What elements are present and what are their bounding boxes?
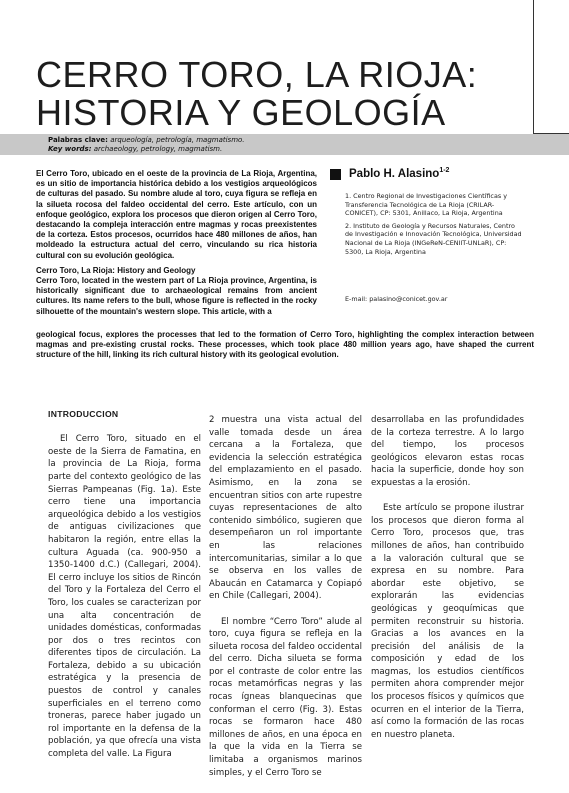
- body-column-2: [209, 414, 362, 792]
- crop-mark-vertical: [533, 0, 534, 134]
- keywords-es-label: Palabras clave:: [48, 136, 108, 144]
- body-column-3: [371, 414, 524, 754]
- keywords-en-label: Key words:: [48, 144, 92, 153]
- keywords-en: [48, 145, 245, 154]
- keywords: [48, 136, 245, 153]
- body-paragraph: 2 muestra una vista actual del valle tomada desde un área cercana a la Fortaleza, que evidencia la selección estratégica del emplazamiento en el pasado. Asimismo, en la zona se encuentran sitios con arte rupestre cuyas representaciones de alto contenido simbólico, sugieren que desempeñaron un rol importante en las relaciones intercomunitarias, similar a lo que se observa en los valles de Abaucán en Catamarca y Copiapó en Chile (Callegari, 2004).: [209, 415, 362, 602]
- author-marker: [330, 169, 341, 180]
- title-line-2: HISTORIA Y GEOLOGÍA: [36, 92, 446, 133]
- abstract-en-part2: geological focus, explores the processes that led to the formation of Cerro Toro, highlighting the complex interaction between magmas and pre-existing crustal rocks. These processes, which took place 480 million years ago, have shaped the current structure of the hill, linking its rich cultural history with its geological evolution.: [36, 330, 534, 360]
- body-paragraph: Este artículo se propone ilustrar los procesos que dieron forma al Cerro Toro, procesos que, tras millones de años, han contribuido a la valoración cultural que se expresa en su nombre. Para abordar este objetivo, se explorarán las evidencias geológicas y geoquímicas que permiten reconstruir su historia. Gracias a los avances en la precisión del análisis de la composición y edad de los magmas, los estudios científicos permiten ahora comprender mejor los procesos físicos y químicos que ocurren en el interior de la Tierra, así como la formación de las rocas en nuestro planeta.: [371, 503, 524, 740]
- abstract-en-heading: Cerro Toro, La Rioja: History and Geology: [36, 265, 196, 275]
- keywords-es: [48, 136, 245, 145]
- body-paragraph: El Cerro Toro, situado en el oeste de la Sierra de Famatina, en la provincia de La Rioja, forma parte del contexto geológico de las Sierras Pampeanas (Fig. 1a). Este cerro tiene una importancia arqueológica debido a los vestigios de antiguas civilizaciones que habitaron la región, entre ellas la cultura Aguada (ca. 900-950 a 1350-1400 d.C.) (Callegari, 2004). El cerro incluye los sitios de Rincón del Toro y la Fortaleza del Cerro el Toro, los cuales se caracterizan por una alta concentración de unidades domésticas, conformadas por dos o tres recintos con diferentes tipos de circulación. La Fortaleza, debido a su ubicación estratégica y la presencia de puestos de control y canales superficiales en el terreno como troneras, parece haber jugado un rol importante en la defensa de la población, ya que ofrecía una vista completa del valle. La Figura: [48, 434, 201, 760]
- author-name-text: Pablo H. Alasino: [349, 167, 440, 180]
- section-heading: INTRODUCCION: [48, 409, 119, 419]
- author-superscript: 1-2: [439, 167, 450, 174]
- abstract-en-part1: Cerro Toro, located in the western part of La Rioja province, Argentina, is historically significant due to archaeological remains from ancient cultures. Its name refers to the bull, whose figure is reflected in the rocky silhouette of the mountain's western slope. This article, with a: [36, 276, 317, 316]
- author-email: E-mail: palasino@conicet.gov.ar: [345, 295, 448, 303]
- keywords-es-values: arqueología, petrología, magmatismo.: [110, 136, 245, 144]
- title-line-1: CERRO TORO, LA RIOJA:: [36, 54, 478, 95]
- article-title: [36, 56, 516, 132]
- author-affiliations: [345, 192, 523, 260]
- keywords-en-values: archaeology, petrology, magmatism.: [93, 144, 223, 153]
- author-name: [349, 167, 449, 180]
- abstract: [36, 169, 317, 322]
- affiliation-1: 1. Centro Regional de Investigaciones Científicas y Transferencia Tecnológica de La Rioja (CRILAR-CONICET), CP: 5301, Anillaco, La Rioja, Argentina: [345, 192, 507, 218]
- abstract-es: El Cerro Toro, ubicado en el oeste de la provincia de La Rioja, Argentina, es un sitio de importancia histórica debido a los vestigios arqueológicos de culturas del pasado. Su nombre alude al toro, cuya figura se refleja en la silueta rocosa del faldeo occidental del cerro. Este artículo, con un enfoque geológico, explora los procesos que dieron origen al Cerro Toro, destacando la compleja interacción entre magmas y rocas preexistentes de la corteza. Estos procesos, ocurridos hace 480 millones de años, han moldeado la estructura actual del cerro, vinculando su rica historia cultural con su evolución geológica.: [36, 169, 317, 260]
- body-column-1: [48, 408, 201, 773]
- affiliation-2: 2. Instituto de Geología y Recursos Naturales, Centro de Investigación e Innovación Tecnológica, Universidad Nacional de La Rioja (INGeReN-CENIIT-UNLaR), CP: 5300, La Rioja, Argentina: [345, 221, 522, 256]
- body-paragraph: El nombre “Cerro Toro” alude al toro, cuya figura se refleja en la silueta rocosa del faldeo occidental del cerro. Dicha silueta se forma por el contraste de color entre las rocas metamórficas negras y las rocas ígneas blanquecinas que conforman el cerro (Fig. 3). Estas rocas se formaron hace 480 millones de años, en una época en la que la vida en la Tierra se limitaba a organismos marinos simples, y el Cerro Toro se: [209, 616, 362, 778]
- body-paragraph: desarrollaba en las profundidades de la corteza terrestre. A lo largo del tiempo, los procesos geológicos elevaron estas rocas hacia la superficie, donde hoy son expuestas a la erosión.: [371, 415, 524, 488]
